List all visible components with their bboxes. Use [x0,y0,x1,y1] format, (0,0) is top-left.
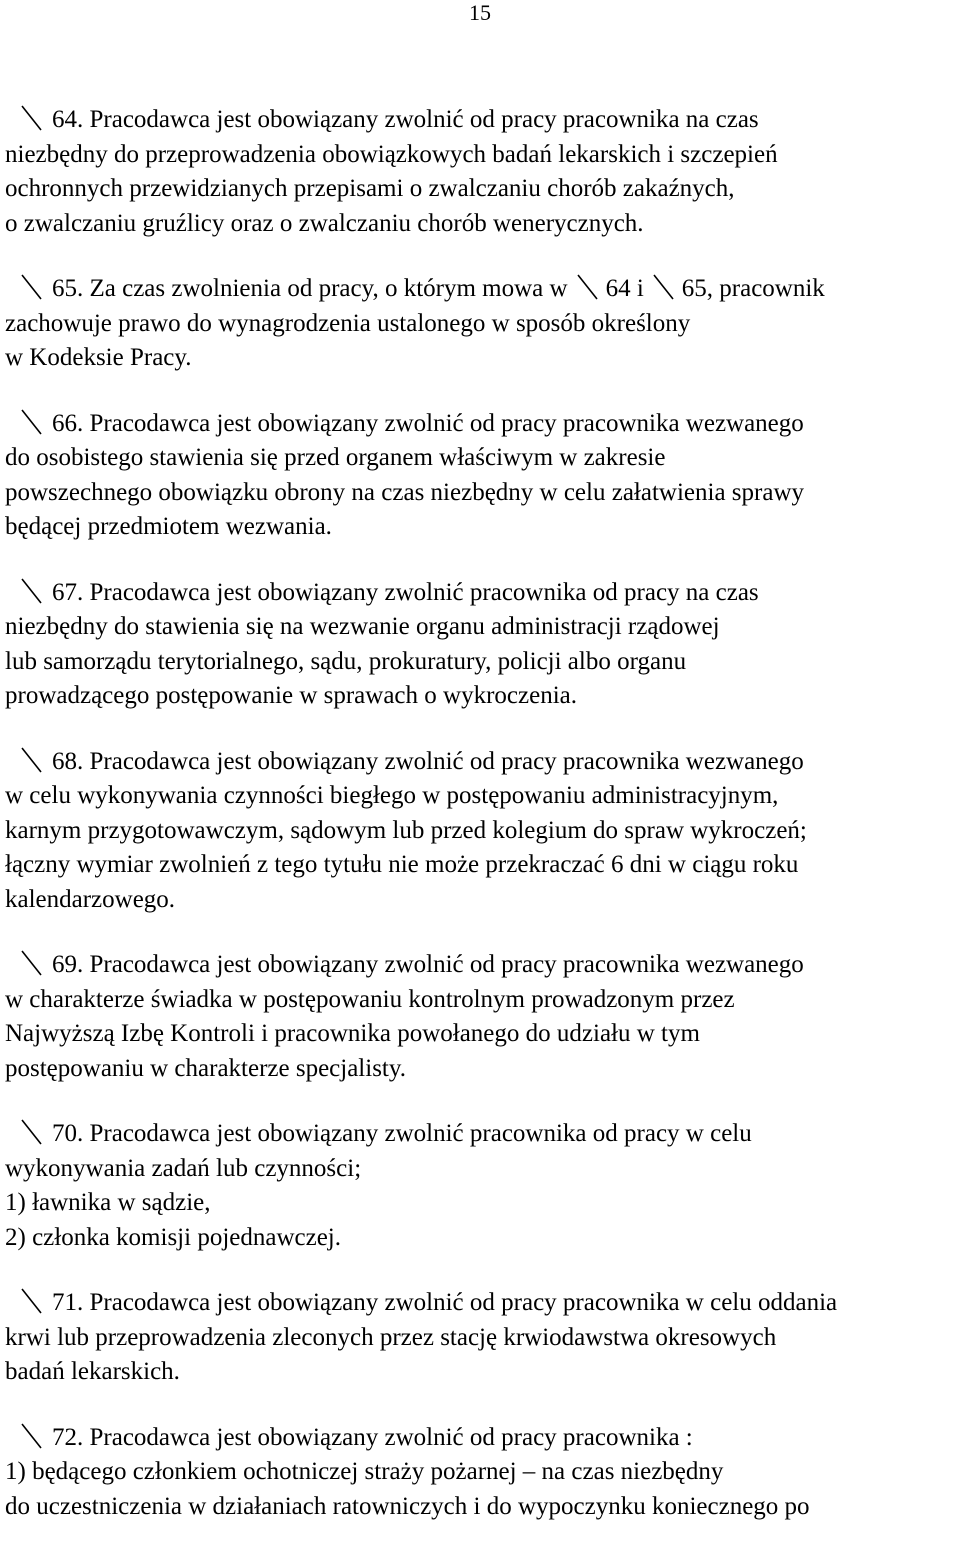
text-line [5,883,960,918]
text-segment: do uczestniczenia w działaniach ratowniczych i do wypoczynku koniecznego po [5,1492,810,1520]
paragraph-p67 [5,576,960,714]
section-mark-icon [20,1421,44,1451]
text-line [5,679,960,714]
text-line [5,441,960,476]
text-line [5,1355,960,1390]
paragraph-p68 [5,745,960,918]
text-line [5,1186,960,1221]
text-segment: 70. Pracodawca jest obowiązany zwolnić pracownika od pracy w celu [52,1120,752,1147]
section-mark-icon [20,103,44,133]
text-segment: w Kodeksie Pracy. [5,344,192,371]
section-mark-icon [20,576,44,606]
text-segment: 1) będącego członkiem ochotniczej straży pożarnej – na czas niezbędny [5,1458,724,1485]
text-segment: 68. Pracodawca jest obowiązany zwolnić od pracy pracownika wezwanego [52,747,804,775]
text-segment: łączny wymiar zwolnień z tego tytułu nie może przekraczać 6 dni w ciągu roku [5,851,799,878]
text-line [5,1017,960,1052]
text-line [5,779,960,814]
text-line [5,272,960,307]
section-mark-icon [20,1117,44,1147]
text-segment: o zwalczaniu gruźlicy oraz o zwalczaniu chorób wenerycznych. [5,209,644,237]
paragraph-p72 [5,1421,960,1525]
paragraph-p66 [5,407,960,545]
text-line [5,576,960,611]
text-line [5,645,960,680]
text-segment: postępowaniu w charakterze specjalisty. [5,1054,407,1082]
text-line [5,1455,960,1490]
text-line [5,848,960,883]
text-segment: 1) ławnika w sądzie, [5,1189,211,1216]
text-line [5,407,960,442]
page-number: 15 [469,0,491,25]
text-line [5,1052,960,1087]
text-line [5,138,960,173]
text-segment: ochronnych przewidzianych przepisami o zwalczaniu chorób zakaźnych, [5,175,735,202]
text-segment: lub samorządu terytorialnego, sądu, prokuratury, policji albo organu [5,647,687,675]
text-segment: będącej przedmiotem wezwania. [5,513,332,540]
section-mark-icon [20,407,44,437]
text-segment: niezbędny do przeprowadzenia obowiązkowych badań lekarskich i szczepień [5,140,778,168]
section-mark-icon [20,745,44,775]
text-segment: karnym przygotowawczym, sądowym lub przed kolegium do spraw wykroczeń; [5,816,807,844]
text-segment: niezbędny do stawienia się na wezwanie organu administracji rządowej [5,613,720,640]
text-line [5,510,960,545]
section-mark-icon [20,948,44,978]
text-segment: 71. Pracodawca jest obowiązany zwolnić od pracy pracownika w celu oddania [52,1289,838,1316]
text-line [5,983,960,1018]
text-segment: 66. Pracodawca jest obowiązany zwolnić od pracy pracownika wezwanego [52,409,804,437]
section-mark-icon [576,272,600,302]
paragraph-p69 [5,948,960,1086]
text-segment: 69. Pracodawca jest obowiązany zwolnić od pracy pracownika wezwanego [52,951,804,978]
text-segment: kalendarzowego. [5,885,176,913]
text-segment: do osobistego stawienia się przed organem właściwym w zakresie [5,444,666,471]
section-mark-icon [20,1286,44,1316]
text-line [5,1221,960,1256]
text-segment: 64 i [605,275,644,302]
text-line [5,1286,960,1321]
text-line [5,1321,960,1356]
text-line [5,610,960,645]
text-segment: zachowuje prawo do wynagrodzenia ustalonego w sposób określony [5,309,691,337]
paragraph-p70 [5,1117,960,1255]
text-segment: 65. Za czas zwolnienia od pracy, o którym mowa w [52,275,568,302]
text-line [5,341,960,376]
document-body [5,103,960,1555]
text-line [5,1421,960,1456]
text-line [5,172,960,207]
text-segment: 64. Pracodawca jest obowiązany zwolnić od pracy pracownika na czas [52,106,759,133]
text-segment: 67. Pracodawca jest obowiązany zwolnić pracownika od pracy na czas [52,578,759,606]
text-line [5,814,960,849]
text-segment: w charakterze świadka w postępowaniu kontrolnym prowadzonym przez [5,985,735,1013]
text-segment: powszechnego obowiązku obrony na czas niezbędny w celu załatwienia sprawy [5,478,804,506]
text-segment: krwi lub przeprowadzenia zleconych przez stację krwiodawstwa okresowych [5,1323,777,1351]
text-line [5,207,960,242]
text-segment: 2) członka komisji pojednawczej. [5,1223,341,1251]
paragraph-p64 [5,103,960,241]
section-mark-icon [652,272,676,302]
section-mark-icon [20,272,44,302]
text-line [5,1490,960,1525]
text-segment: 65, pracownik [681,275,825,302]
text-line [5,307,960,342]
text-segment: prowadzącego postępowanie w sprawach o wykroczenia. [5,682,577,709]
text-line [5,1117,960,1152]
text-segment: w celu wykonywania czynności biegłego w postępowaniu administracyjnym, [5,782,779,809]
text-line [5,745,960,780]
text-line [5,1152,960,1187]
text-segment: wykonywania zadań lub czynności; [5,1154,362,1182]
text-line [5,103,960,138]
text-line [5,476,960,511]
text-segment: Najwyższą Izbę Kontroli i pracownika powołanego do udziału w tym [5,1020,700,1047]
text-segment: badań lekarskich. [5,1358,180,1385]
text-segment: 72. Pracodawca jest obowiązany zwolnić od pracy pracownika : [52,1423,693,1451]
paragraph-p65 [5,272,960,376]
text-line [5,948,960,983]
paragraph-p71 [5,1286,960,1390]
